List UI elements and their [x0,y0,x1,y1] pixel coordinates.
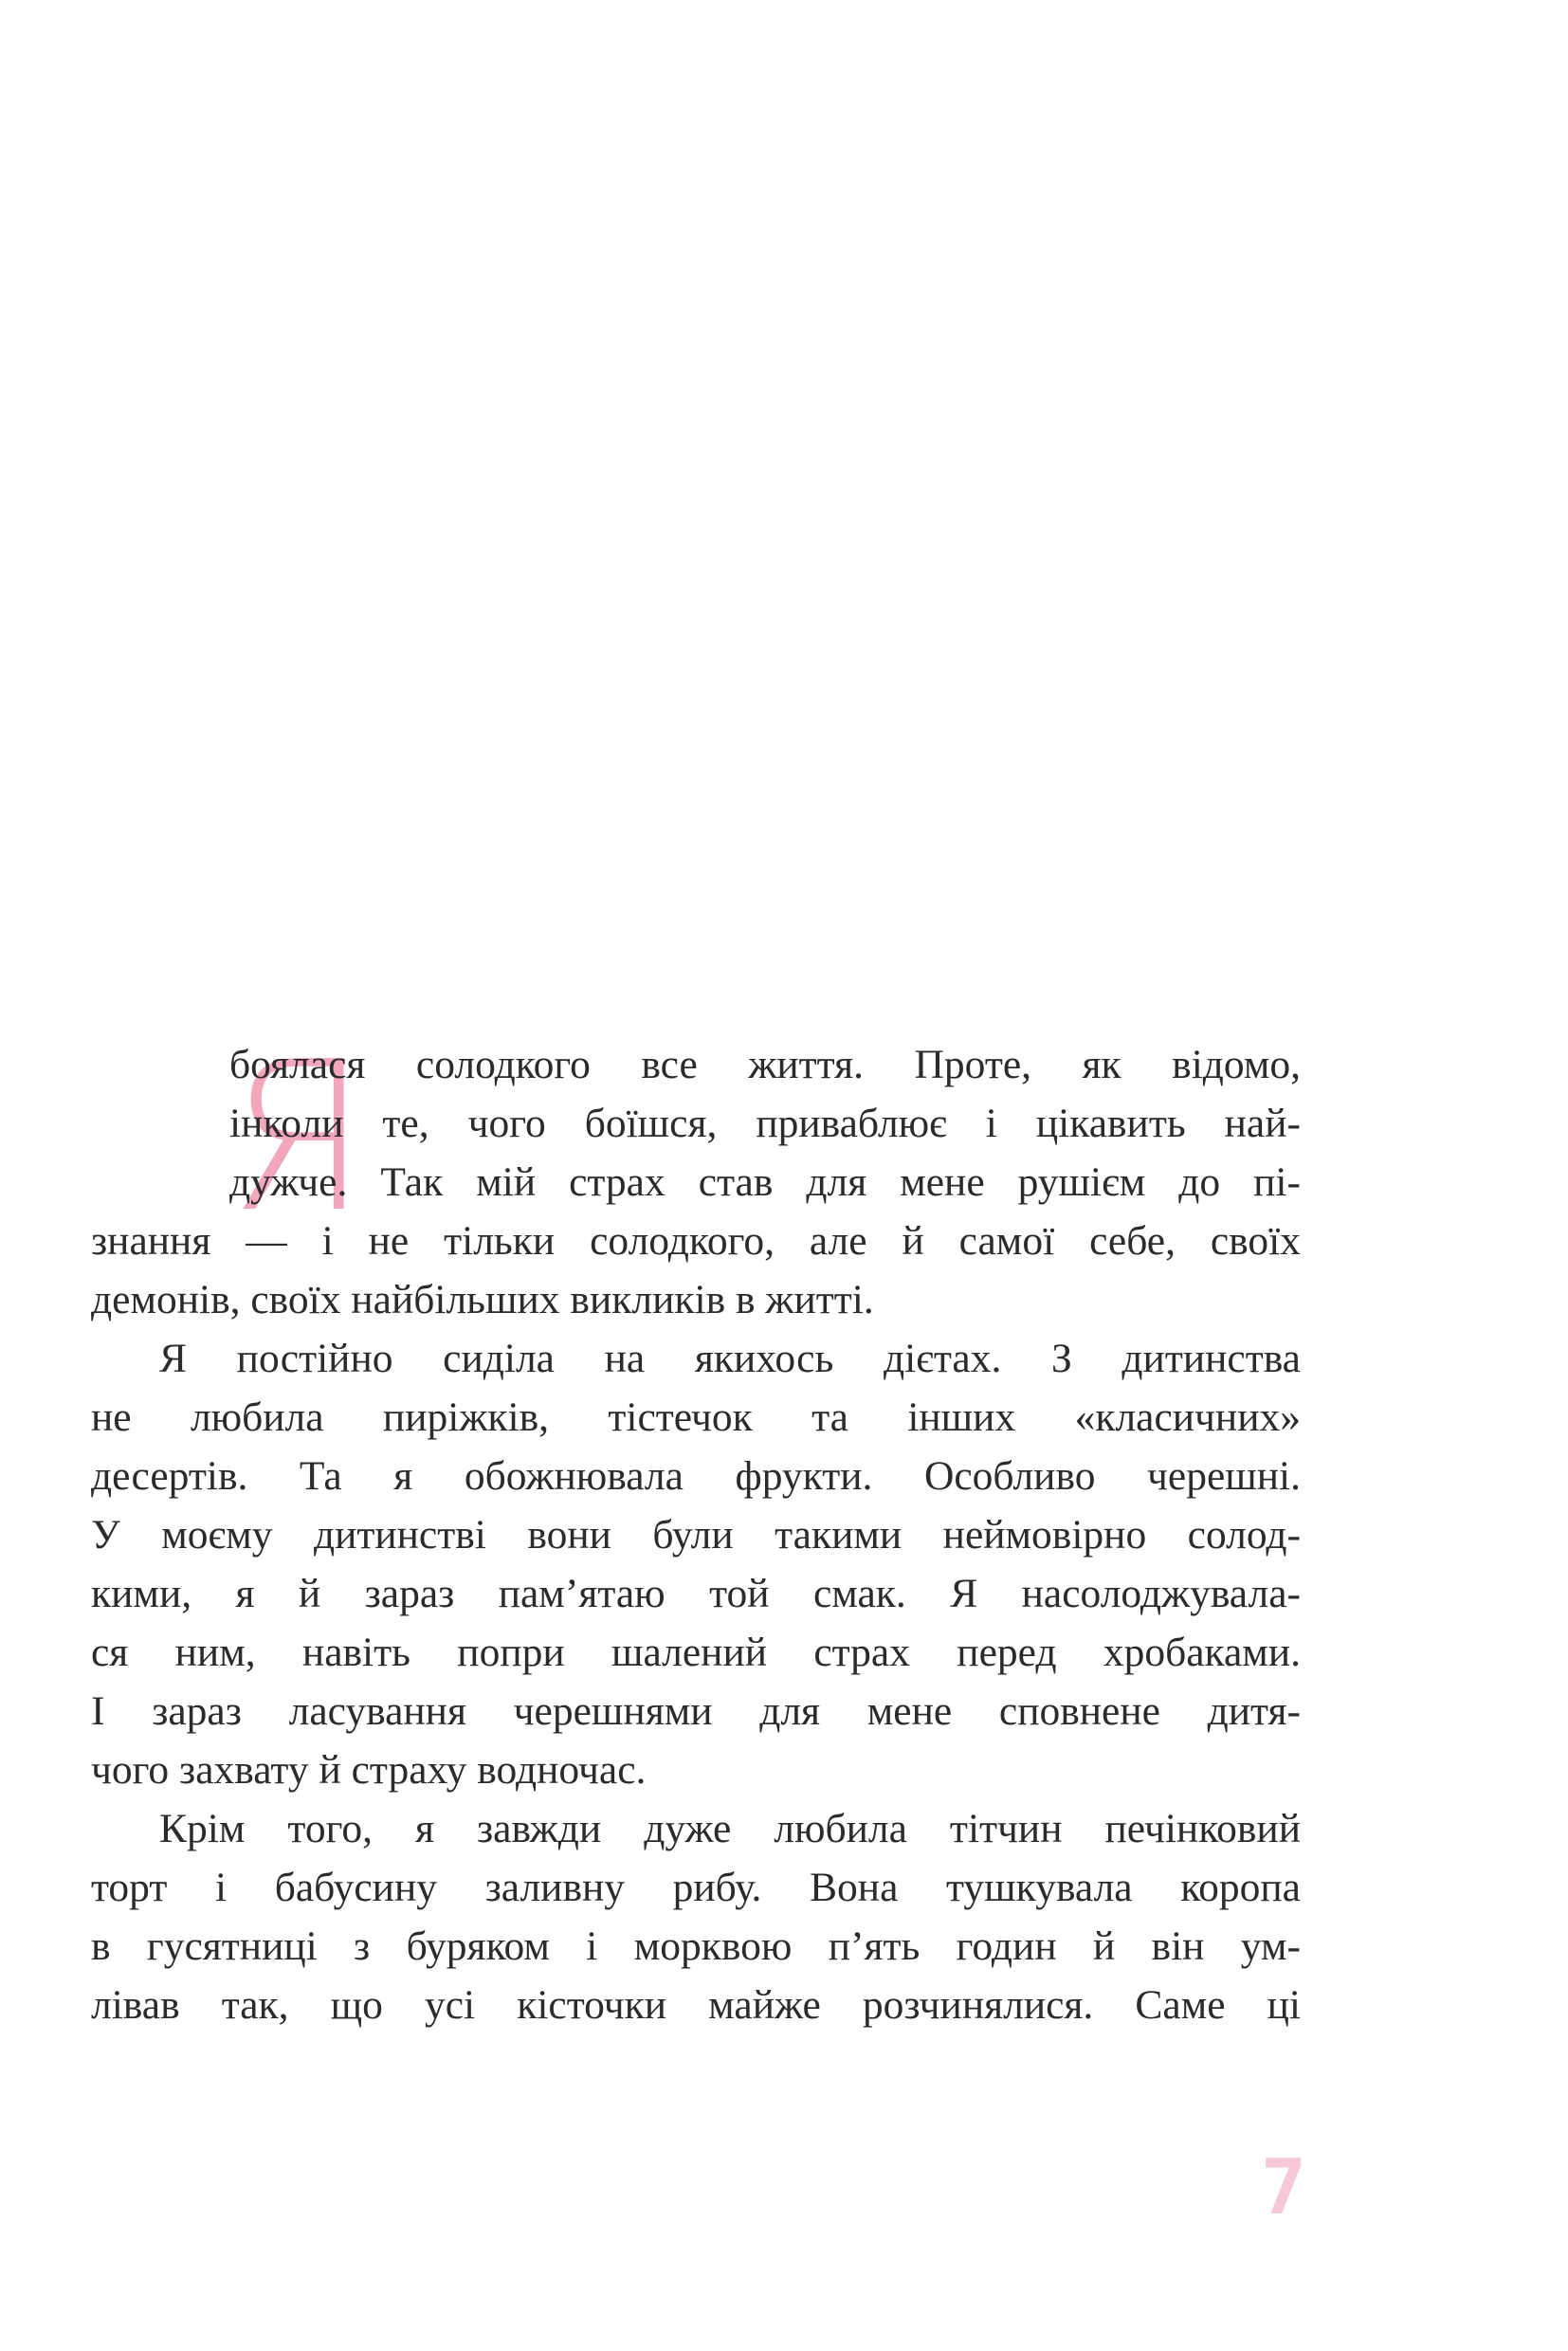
text-line: демонів, своїх найбільших викликів в житті. [91,1277,874,1322]
text-line: У моєму дитинстві вони були такими неймовірно солод- [91,1512,1301,1558]
text-line: торт і бабусину заливну рибу. Вона тушкувала коропа [91,1865,1301,1910]
text-line: І зараз ласування черешнями для мене сповнене дитя- [91,1688,1301,1734]
text-line: боялася солодкого все життя. Проте, як відомо, [229,1042,1301,1087]
text-line: в гусятниці з буряком і морквою п’ять годин й він ум- [91,1923,1301,1969]
text-line: знання — і не тільки солодкого, але й самої себе, своїх [91,1218,1301,1264]
page-number: 7 [1260,2143,1306,2232]
text-line: не любила пиріжків, тістечок та інших «класичних» [91,1394,1301,1440]
text-line: Крім того, я завжди дуже любила тітчин печінковий [159,1806,1301,1851]
text-line: інколи те, чого боїшся, приваблює і цікавить най- [229,1101,1301,1146]
text-line: лівав так, що усі кісточки майже розчинялися. Саме ці [91,1982,1301,2028]
text-line: Я постійно сиділа на якихось дієтах. З дитинства [159,1336,1301,1381]
text-line: чого захвату й страху водночас. [91,1747,647,1793]
text-line: десертів. Та я обожнювала фрукти. Особливо черешні. [91,1453,1301,1499]
drop-cap-letter: Я [226,1018,370,1258]
text-line: кими, я й зараз пам’ятаю той смак. Я насолоджувала- [91,1571,1301,1616]
text-line: ся ним, навіть попри шалений страх перед хробаками. [91,1630,1301,1675]
text-line: дужче. Так мій страх став для мене рушієм до пі- [229,1159,1301,1205]
